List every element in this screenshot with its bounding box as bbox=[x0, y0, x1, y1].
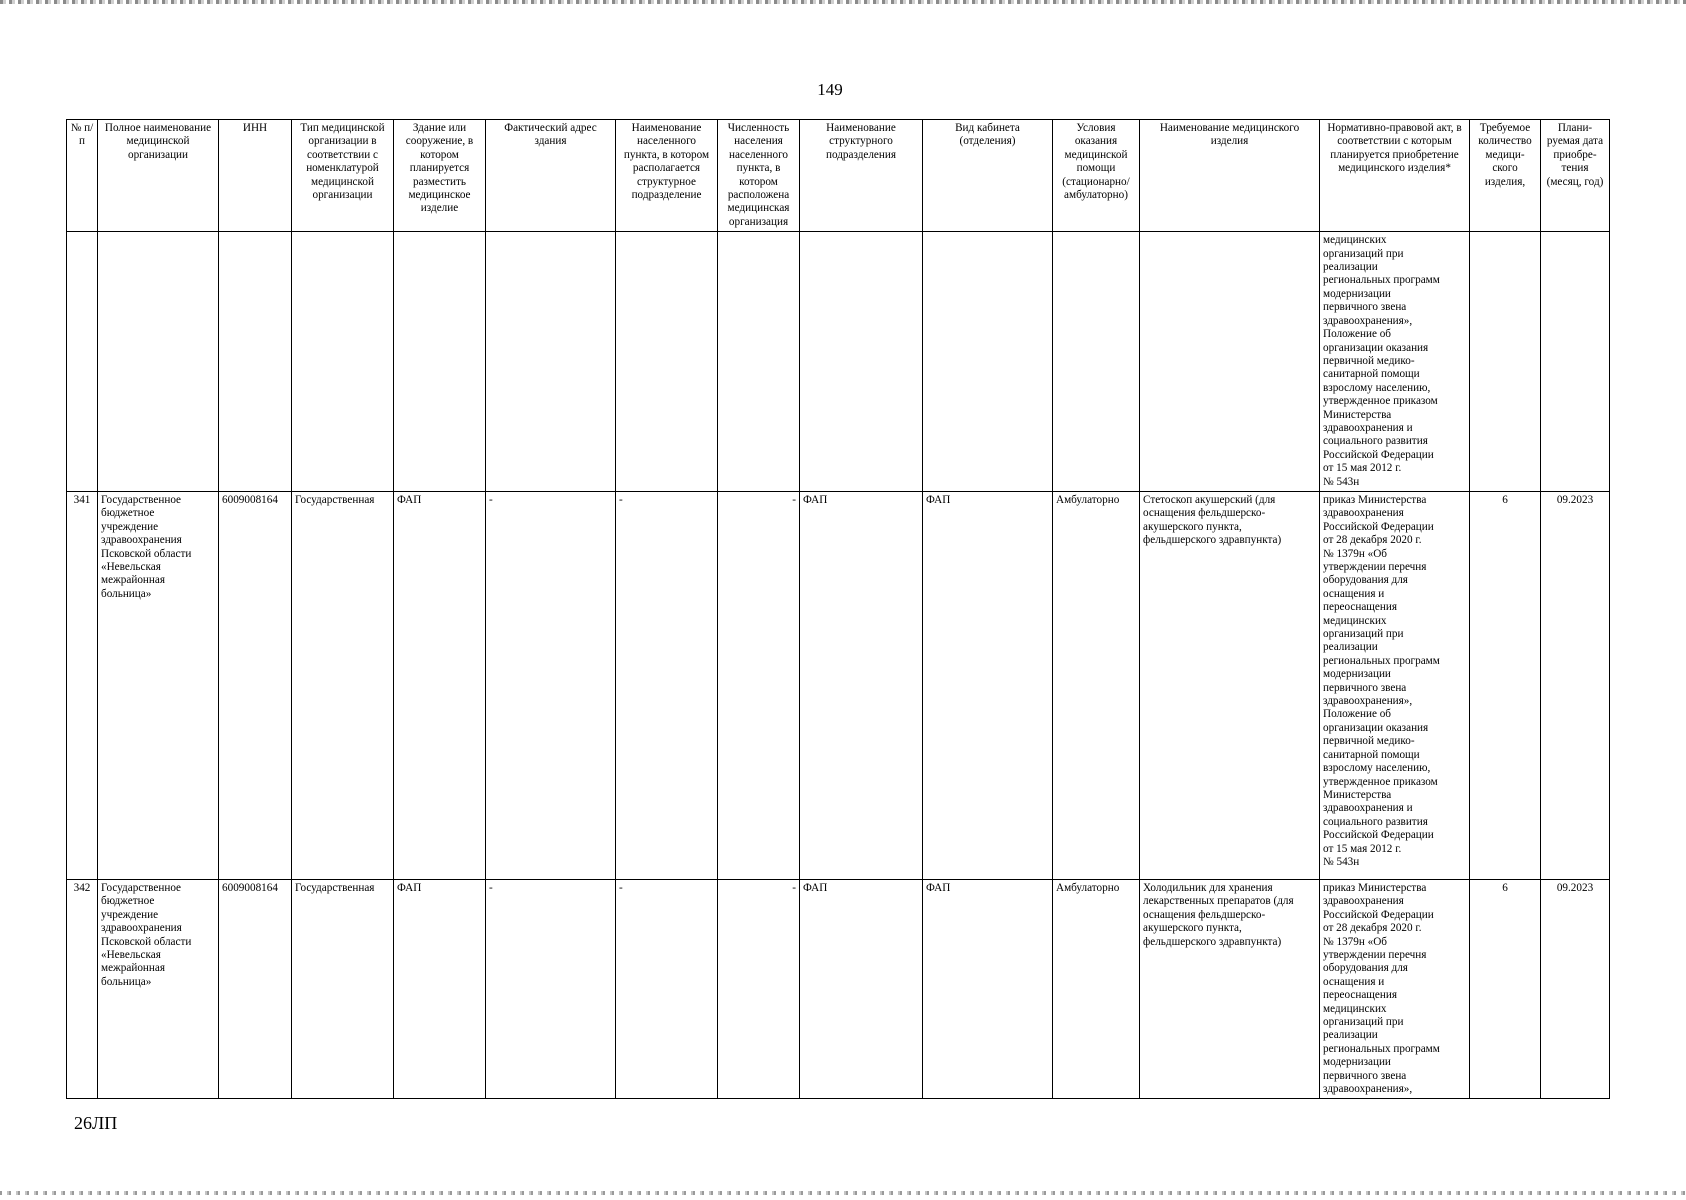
cell-empty bbox=[67, 232, 98, 492]
cell-conditions: Амбулаторно bbox=[1053, 879, 1140, 1099]
cell-number: 341 bbox=[67, 491, 98, 879]
col-header-inn: ИНН bbox=[219, 120, 292, 232]
cell-date: 09.2023 bbox=[1541, 879, 1610, 1099]
cell-population: - bbox=[718, 879, 800, 1099]
cell-quantity: 6 bbox=[1470, 879, 1541, 1099]
table-row-continuation bbox=[67, 232, 1610, 492]
col-header-legal-act: Нормативно-правовой акт, в соответствии с которым планируется приобретение медицинского изделия* bbox=[1320, 120, 1470, 232]
cell-device: Стетоскоп акушерский (для оснащения фельдшерско-акушерского пункта, фельдшерского здравпункта) bbox=[1140, 491, 1320, 879]
cell-legal-act: приказ Министерства здравоохранения Российской Федерации от 28 декабря 2020 г. № 1379н «Об утверждении перечня оборудования для оснащения и переоснащения медицинских организаций при реализации региональных программ модернизации первичного звена здравоохранения», Положение об организации оказания первичной медико- санитарной помощи взрослому населению, утвержденное приказом Министерства здравоохранения и социального развития Российской Федерации от 15 мая 2012 г. № 543н bbox=[1320, 491, 1470, 879]
cell-conditions: Амбулаторно bbox=[1053, 491, 1140, 879]
cell-population: - bbox=[718, 491, 800, 879]
table-row bbox=[67, 491, 1610, 879]
cell-quantity: 6 bbox=[1470, 491, 1541, 879]
cell-empty bbox=[1541, 232, 1610, 492]
col-header-conditions: Условия оказания медицинской помощи (стационарно/ амбулаторно) bbox=[1053, 120, 1140, 232]
table-row bbox=[67, 879, 1610, 1099]
cell-building: ФАП bbox=[394, 491, 486, 879]
col-header-device: Наименование медицинского изделия bbox=[1140, 120, 1320, 232]
medical-equipment-table bbox=[66, 119, 1610, 1099]
cell-empty bbox=[616, 232, 718, 492]
cell-cabinet: ФАП bbox=[923, 879, 1053, 1099]
cell-device: Холодильник для хранения лекарственных препаратов (для оснащения фельдшерско-акушерского пункта, фельдшерского здравпункта) bbox=[1140, 879, 1320, 1099]
col-header-number: № п/п bbox=[67, 120, 98, 232]
col-header-cabinet: Вид кабинета (отделения) bbox=[923, 120, 1053, 232]
col-header-org-name: Полное наименование медицинской организации bbox=[98, 120, 219, 232]
cell-org-name: Государственное бюджетное учреждение здравоохранения Псковской области «Невельская межрайонная больница» bbox=[98, 879, 219, 1099]
cell-empty bbox=[1470, 232, 1541, 492]
cell-inn: 6009008164 bbox=[219, 879, 292, 1099]
cell-empty bbox=[800, 232, 923, 492]
cell-building: ФАП bbox=[394, 879, 486, 1099]
cell-settlement: - bbox=[616, 879, 718, 1099]
cell-cabinet: ФАП bbox=[923, 491, 1053, 879]
cell-date: 09.2023 bbox=[1541, 491, 1610, 879]
cell-org-type: Государственная bbox=[292, 491, 394, 879]
cell-number: 342 bbox=[67, 879, 98, 1099]
col-header-date: Плани-руемая дата приобре-тения (месяц, год) bbox=[1541, 120, 1610, 232]
scan-edge-top bbox=[0, 0, 1686, 4]
cell-settlement: - bbox=[616, 491, 718, 879]
cell-empty bbox=[923, 232, 1053, 492]
cell-empty bbox=[292, 232, 394, 492]
cell-subdivision: ФАП bbox=[800, 879, 923, 1099]
col-header-quantity: Требуемое количество медици-ского изделия, bbox=[1470, 120, 1541, 232]
cell-address: - bbox=[486, 491, 616, 879]
cell-legal-act: медицинских организаций при реализации региональных программ модернизации первичного звена здравоохранения», Положение об организации оказания первичной медико- санитарной помощи взрослому населению, утвержденное приказом Министерства здравоохранения и социального развития Российской Федерации от 15 мая 2012 г. № 543н bbox=[1320, 232, 1470, 492]
cell-empty bbox=[394, 232, 486, 492]
scan-edge-bottom bbox=[0, 1191, 1686, 1195]
cell-empty bbox=[1053, 232, 1140, 492]
col-header-settlement: Наименование населенного пункта, в котором располагается структурное подразделение bbox=[616, 120, 718, 232]
col-header-building: Здание или сооружение, в котором планируется разместить медицинское изделие bbox=[394, 120, 486, 232]
cell-legal-act: приказ Министерства здравоохранения Российской Федерации от 28 декабря 2020 г. № 1379н «Об утверждении перечня оборудования для оснащения и переоснащения медицинских организаций при реализации региональных программ модернизации первичного звена здравоохранения», bbox=[1320, 879, 1470, 1099]
col-header-population: Численность населения населенного пункта, в котором расположена медицинская организация bbox=[718, 120, 800, 232]
table-header-row bbox=[67, 120, 1610, 232]
cell-org-name: Государственное бюджетное учреждение здравоохранения Псковской области «Невельская межрайонная больница» bbox=[98, 491, 219, 879]
cell-empty bbox=[718, 232, 800, 492]
cell-empty bbox=[219, 232, 292, 492]
page-number: 149 bbox=[817, 80, 843, 99]
cell-address: - bbox=[486, 879, 616, 1099]
col-header-address: Фактический адрес здания bbox=[486, 120, 616, 232]
cell-empty bbox=[486, 232, 616, 492]
col-header-org-type: Тип медицинской организации в соответствии с номенклатурой медицинской организации bbox=[292, 120, 394, 232]
cell-inn: 6009008164 bbox=[219, 491, 292, 879]
cell-empty bbox=[98, 232, 219, 492]
cell-empty bbox=[1140, 232, 1320, 492]
col-header-subdivision: Наименование структурного подразделения bbox=[800, 120, 923, 232]
cell-subdivision: ФАП bbox=[800, 491, 923, 879]
document-code: 26ЛП bbox=[74, 1113, 118, 1133]
cell-org-type: Государственная bbox=[292, 879, 394, 1099]
